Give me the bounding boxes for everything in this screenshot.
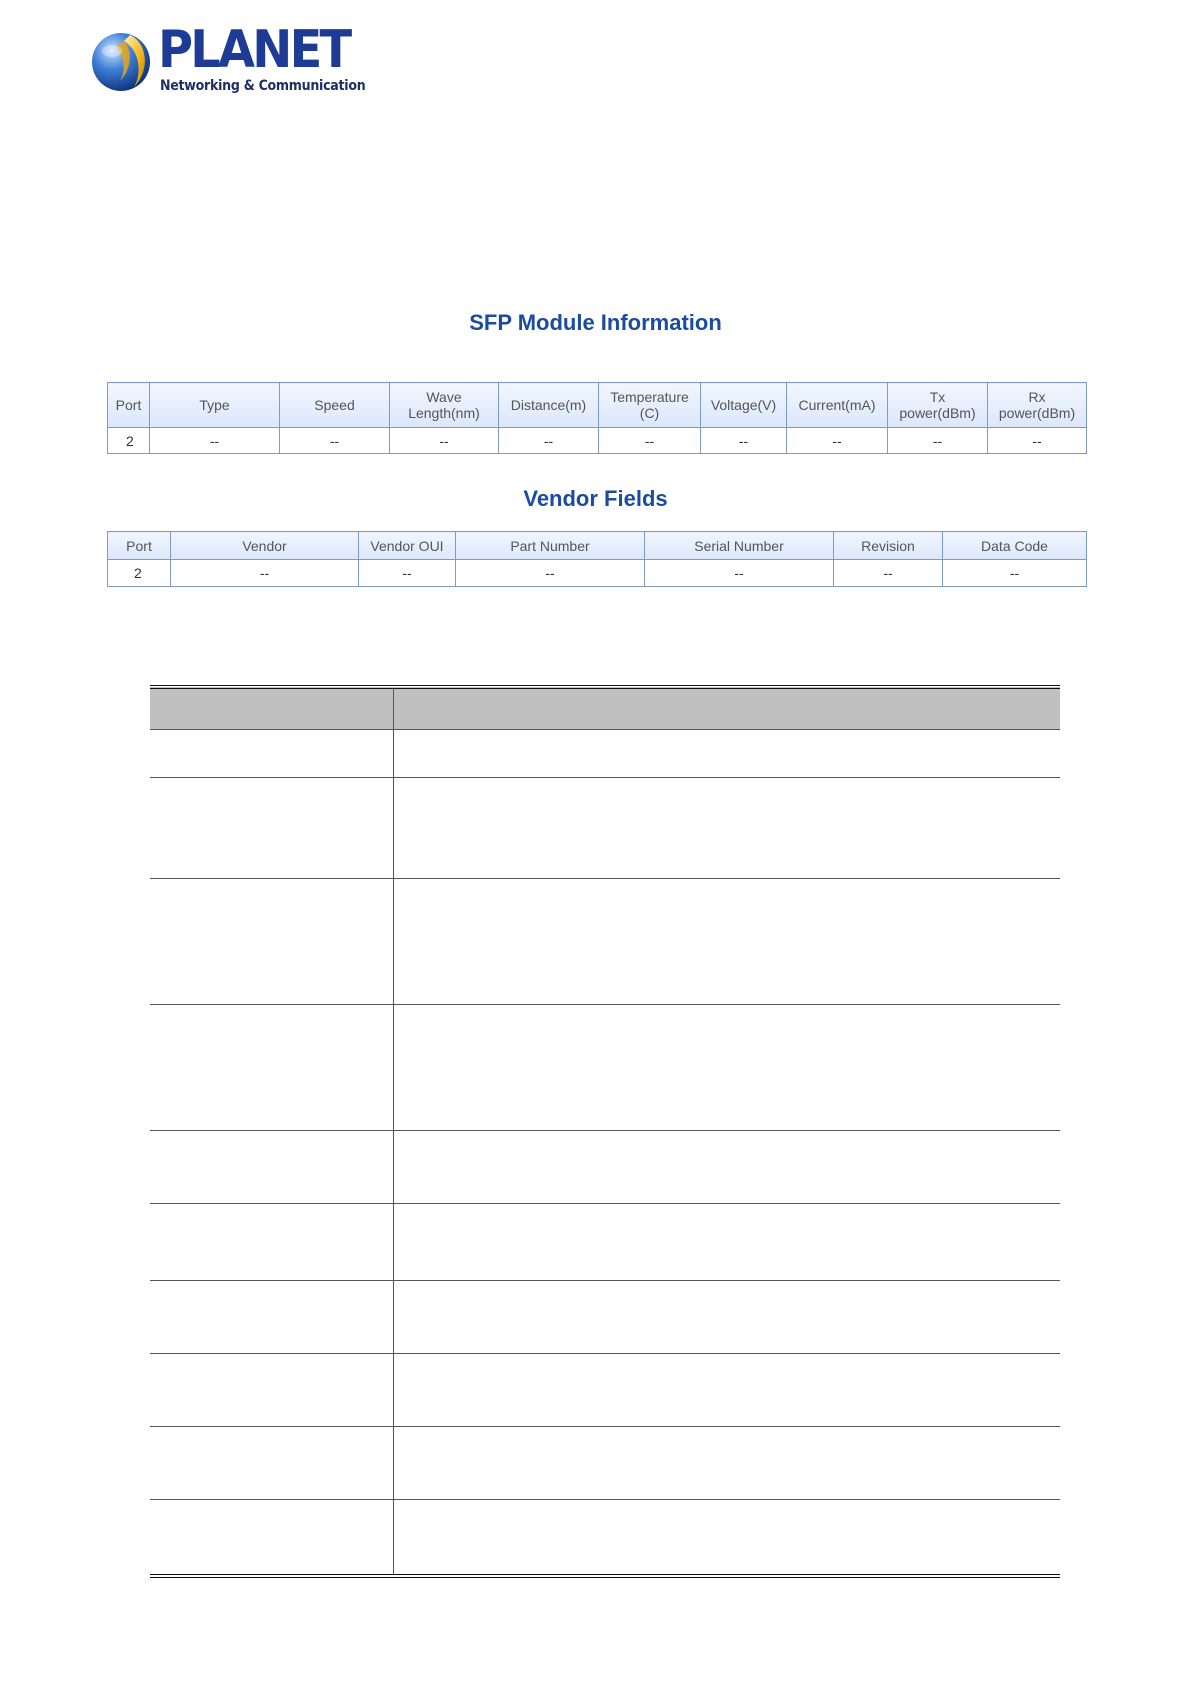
desc-header-object bbox=[150, 687, 393, 730]
desc-cell-description bbox=[393, 1427, 1060, 1500]
desc-cell-object bbox=[150, 1204, 393, 1281]
vendor-col-part-number: Part Number bbox=[456, 532, 645, 560]
desc-cell-object bbox=[150, 778, 393, 879]
sfp-col-tx-power: Tx power(dBm) bbox=[888, 383, 988, 428]
desc-cell-object bbox=[150, 1005, 393, 1131]
logo-tagline: Networking & Communication bbox=[160, 78, 366, 94]
table-row bbox=[150, 1131, 1060, 1204]
vendor-col-vendor: Vendor bbox=[171, 532, 359, 560]
vendor-cell-data-code: -- bbox=[943, 560, 1087, 587]
sfp-col-wavelength: Wave Length(nm) bbox=[390, 383, 499, 428]
table-row bbox=[150, 1500, 1060, 1576]
sfp-cell-tx-power: -- bbox=[888, 428, 988, 454]
desc-cell-description bbox=[393, 778, 1060, 879]
object-description-table bbox=[150, 685, 1060, 1578]
desc-cell-object bbox=[150, 1500, 393, 1576]
table-row bbox=[150, 730, 1060, 778]
vendor-col-serial-number: Serial Number bbox=[645, 532, 834, 560]
table-row bbox=[150, 1427, 1060, 1500]
vendor-cell-serial-number: -- bbox=[645, 560, 834, 587]
sfp-cell-voltage: -- bbox=[701, 428, 787, 454]
desc-header-description bbox=[393, 687, 1060, 730]
vendor-fields-table bbox=[107, 531, 1087, 587]
table-row bbox=[150, 778, 1060, 879]
sfp-module-table bbox=[107, 382, 1087, 454]
desc-cell-description bbox=[393, 1204, 1060, 1281]
sfp-module-title: SFP Module Information bbox=[469, 310, 722, 335]
desc-cell-object bbox=[150, 879, 393, 1005]
desc-cell-description bbox=[393, 879, 1060, 1005]
sfp-cell-speed: -- bbox=[280, 428, 390, 454]
vendor-col-port: Port bbox=[108, 532, 171, 560]
desc-cell-description bbox=[393, 1131, 1060, 1204]
table-row bbox=[150, 879, 1060, 1005]
sfp-col-port: Port bbox=[108, 383, 150, 428]
vendor-cell-revision: -- bbox=[834, 560, 943, 587]
planet-logo bbox=[90, 20, 366, 100]
sfp-cell-wavelength: -- bbox=[390, 428, 499, 454]
sfp-col-distance: Distance(m) bbox=[499, 383, 599, 428]
vendor-fields-title: Vendor Fields bbox=[523, 486, 668, 511]
sfp-col-current: Current(mA) bbox=[787, 383, 888, 428]
table-row bbox=[150, 1354, 1060, 1427]
vendor-col-data-code: Data Code bbox=[943, 532, 1087, 560]
sfp-col-speed: Speed bbox=[280, 383, 390, 428]
vendor-col-vendor-oui: Vendor OUI bbox=[359, 532, 456, 560]
table-row bbox=[108, 428, 1087, 454]
desc-cell-object bbox=[150, 1281, 393, 1354]
sfp-col-rx-power: Rx power(dBm) bbox=[988, 383, 1087, 428]
logo-brand-text: PLANET bbox=[158, 20, 350, 80]
sfp-cell-type: -- bbox=[150, 428, 280, 454]
vendor-cell-vendor: -- bbox=[171, 560, 359, 587]
desc-cell-object bbox=[150, 730, 393, 778]
sfp-col-temperature: Temperature (C) bbox=[599, 383, 701, 428]
sfp-col-voltage: Voltage(V) bbox=[701, 383, 787, 428]
sfp-cell-current: -- bbox=[787, 428, 888, 454]
sfp-col-type: Type bbox=[150, 383, 280, 428]
globe-logo-icon bbox=[90, 31, 152, 93]
desc-cell-description bbox=[393, 1500, 1060, 1576]
table-row bbox=[150, 1281, 1060, 1354]
vendor-cell-vendor-oui: -- bbox=[359, 560, 456, 587]
vendor-cell-part-number: -- bbox=[456, 560, 645, 587]
desc-cell-description bbox=[393, 1005, 1060, 1131]
table-row bbox=[108, 560, 1087, 587]
desc-cell-object bbox=[150, 1427, 393, 1500]
sfp-header-row bbox=[108, 383, 1087, 428]
vendor-cell-port: 2 bbox=[108, 560, 171, 587]
table-row bbox=[150, 1005, 1060, 1131]
desc-cell-description bbox=[393, 1354, 1060, 1427]
sfp-cell-rx-power: -- bbox=[988, 428, 1087, 454]
sfp-cell-distance: -- bbox=[499, 428, 599, 454]
desc-cell-object bbox=[150, 1354, 393, 1427]
desc-cell-object bbox=[150, 1131, 393, 1204]
desc-cell-description bbox=[393, 1281, 1060, 1354]
vendor-col-revision: Revision bbox=[834, 532, 943, 560]
desc-cell-description bbox=[393, 730, 1060, 778]
sfp-cell-temperature: -- bbox=[599, 428, 701, 454]
table-row bbox=[150, 1204, 1060, 1281]
desc-header-row bbox=[150, 687, 1060, 730]
vendor-header-row bbox=[108, 532, 1087, 560]
sfp-cell-port: 2 bbox=[108, 428, 150, 454]
